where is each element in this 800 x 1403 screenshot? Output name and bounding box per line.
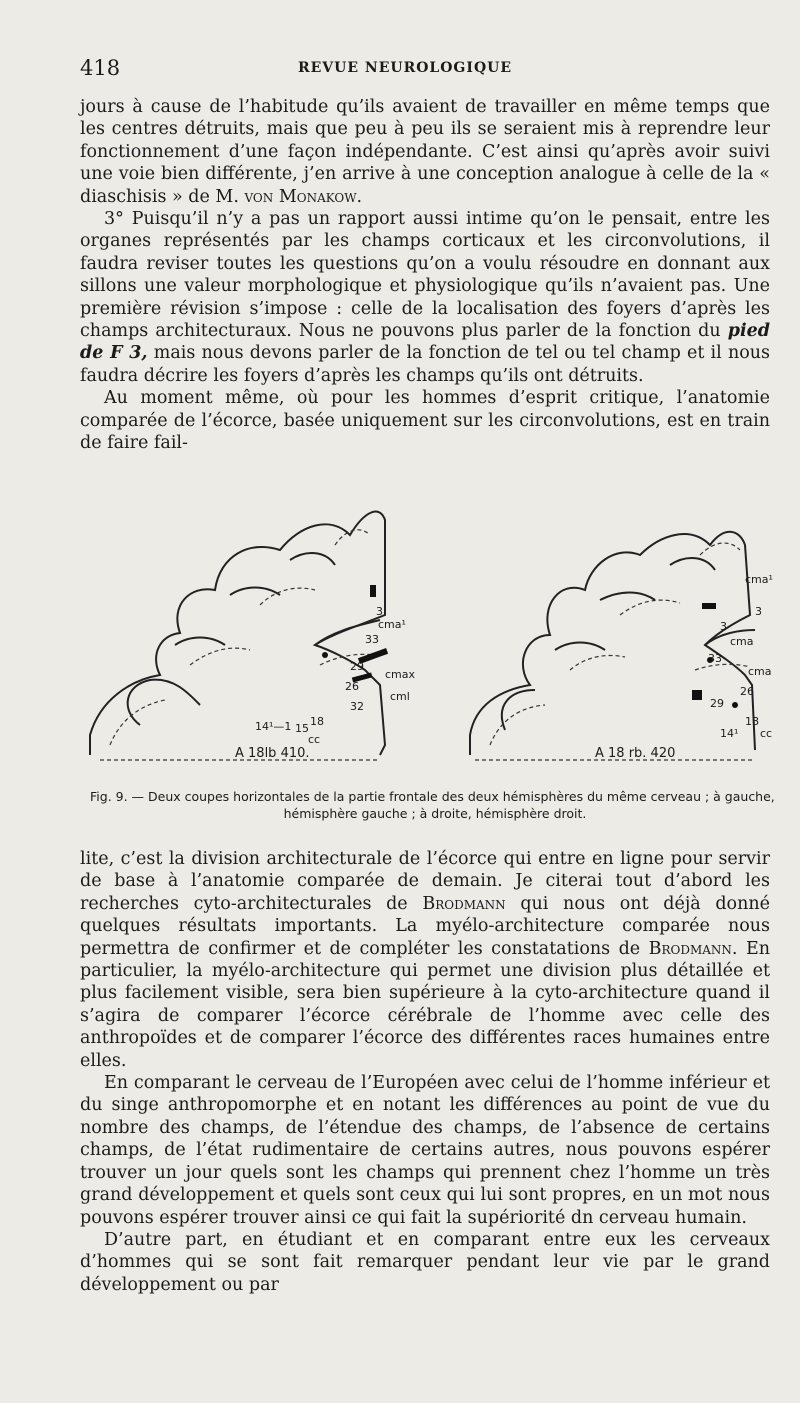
paragraph-4-text-b: qui nous ont déjà donné quelques résultats importants. La myélo-architecture comparée nous permettra de confirmer et de compléter les constatations de — [80, 893, 770, 959]
paragraph-2-italic: pied de F 3, — [80, 321, 770, 364]
left-label-3: 3 — [376, 605, 383, 618]
left-label-cmax: cmax — [385, 668, 416, 681]
right-label-cma1: cma¹ — [745, 573, 773, 586]
right-label-cma: cma — [730, 635, 754, 648]
paragraph-2 — [80, 208, 770, 387]
right-section-drawing — [470, 532, 755, 755]
left-label-15: 15 — [295, 722, 309, 735]
figure-caption — [90, 788, 780, 822]
left-label-bottom: A 18lb 410. — [235, 746, 310, 761]
author-name-monakow: M. von Monakow. — [215, 186, 363, 207]
page-number: 418 — [80, 56, 121, 80]
author-name-brodmann-1: Brodmann — [422, 893, 506, 914]
paragraph-6: D’autre part, en étudiant et en comparant entre eux les cerveaux d’hommes qui se sont fait remarquer pendant leur vie par le grand développement ou par — [80, 1229, 770, 1295]
right-label-14: 14¹ — [720, 727, 739, 740]
figure-9 — [80, 485, 780, 785]
paragraph-2-text-a: 3° Puisqu’il n’y a pas un rapport aussi intime qu’on le pensait, entre les organes représentés par les champs corticaux et les circonvolutions, il faudra reviser toutes les questions qu’on a voulu résoudre en donnant aux sillons une valeur morphologique et physiologique qu’ils n’avaient pas. Une première révision s’impose : celle de la localisation des foyers d’après les champs architecturaux. Nous ne pouvons plus parler de la fonction du — [80, 209, 770, 342]
left-label-cma1: cma¹ — [378, 618, 406, 631]
right-label-cc: cc — [760, 727, 773, 740]
right-label-29: 29 — [710, 697, 724, 710]
brain-sections-illustration — [80, 485, 780, 785]
right-label-bottom: A 18 rb. 420 — [595, 746, 676, 761]
paragraph-1 — [80, 96, 770, 208]
right-label-18: 18 — [745, 715, 759, 728]
caption-line-1: Fig. 9. — Deux coupes horizontales de la partie frontale des deux hémisphères du même cerveau ; à gauche, — [90, 789, 775, 804]
paragraph-4 — [80, 848, 770, 1072]
paragraph-5: En comparant le cerveau de l’Européen avec celui de l’homme inférieur et du singe anthropomorphe et en notant les différences au point de vue du nombre des champs, de l’étendue des champs, de l’absence de certains champs, de l’état rudimentaire de certains autres, nous pouvons espérer trouver un jour quels sont les champs qui prennent chez l’homme un très grand développement et quels sont ceux qui lui sont propres, en un mot nous pouvons espérer trouver ainsi ce qui fait la supériorité dn cerveau humain. — [80, 1073, 770, 1228]
left-label-32: 32 — [350, 700, 364, 713]
left-label-33: 33 — [365, 633, 379, 646]
right-label-cma-2: cma — [748, 665, 772, 678]
left-label-cml: cml — [390, 690, 410, 703]
paragraph-3: Au moment même, où pour les hommes d’esprit critique, l’anatomie comparée de l’écorce, basée uniquement sur les circonvolutions, est en train de faire fail- — [80, 388, 770, 454]
paragraph-1-text: jours à cause de l’habitude qu’ils avaient de travailler en même temps que les centres détruits, mais que peu à peu ils se seraient mis à reprendre leur fonctionnement d’une façon indépendante. C’est ainsi qu’après avoir suivi une voie bien différente, j’en arrive à une conception analogue à celle de la « diaschisis » de — [80, 97, 770, 207]
author-name-brodmann-2: Brodmann. — [648, 938, 738, 959]
paragraph-4-text-c: En particulier, la myélo-architecture qui permet une division plus détaillée et plus facilement visible, sera bien supérieure à la cyto-architecture quand il s’agira de comparer l’écorce cérébrale de l’homme avec celle des anthropoïdes et de comparer l’écorce des différentes races humaines entre elles. — [80, 938, 770, 1071]
caption-line-2: hémisphère gauche ; à droite, hémisphère droit. — [283, 806, 587, 821]
left-label-14: 14¹—1 — [255, 720, 292, 733]
right-label-26: 26 — [740, 685, 754, 698]
paragraph-4-text-a: lite, c’est la division architecturale de l’écorce qui entre en ligne pour servir de base à l’anatomie comparée de demain. Je citerai tout d’abord les recherches cyto-architecturales de — [80, 849, 770, 914]
right-label-33: 33 — [708, 652, 722, 665]
left-label-18: 18 — [310, 715, 324, 728]
left-label-29: 29 — [350, 660, 364, 673]
left-label-26: 26 — [345, 680, 359, 693]
left-label-cc: cc — [308, 733, 321, 746]
running-title: REVUE NEUROLOGIQUE — [297, 60, 513, 76]
text-block-bottom — [80, 848, 770, 1296]
left-section-drawing — [90, 512, 385, 755]
right-label-3: 3 — [720, 620, 727, 633]
right-label-3b: 3 — [755, 605, 762, 618]
paragraph-2-text-b: mais nous devons parler de la fonction de tel ou tel champ et il nous faudra décrire les foyers d’après les champs qu’ils ont détruits. — [80, 343, 771, 386]
left-section-boundaries — [100, 530, 380, 760]
page-header — [80, 56, 730, 86]
text-block-top — [80, 96, 770, 455]
